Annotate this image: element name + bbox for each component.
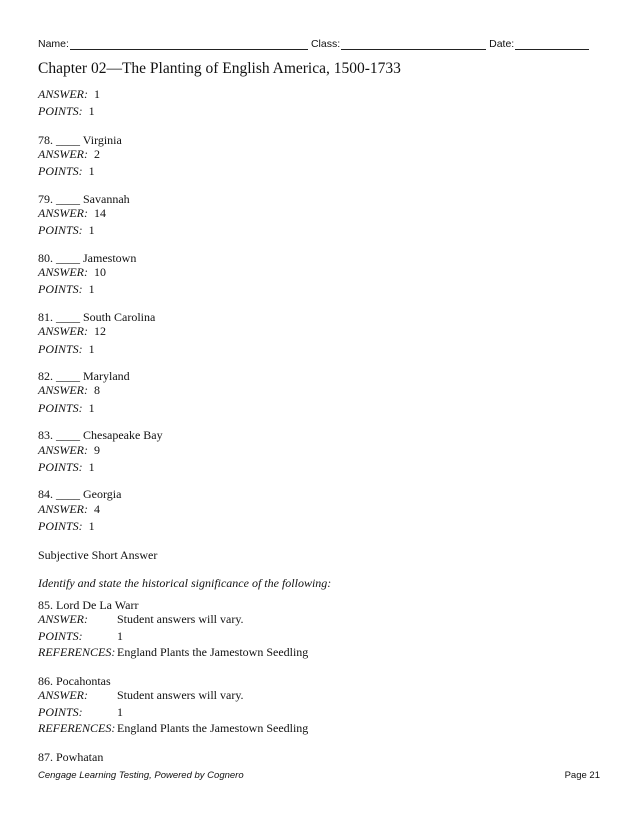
points-value: 1 (88, 401, 95, 415)
points-row (38, 460, 95, 475)
points-row (38, 401, 95, 416)
date-blank-line (515, 37, 589, 50)
points-label: POINTS: (38, 519, 83, 533)
points-value: 1 (88, 104, 95, 118)
points-value: 1 (88, 282, 95, 296)
answer-label: ANSWER: (38, 502, 88, 516)
points-label: POINTS: (38, 342, 83, 356)
chapter-title: Chapter 02—The Planting of English America, 1500-1733 (38, 60, 401, 77)
points-label: POINTS: (38, 282, 83, 296)
points-row (38, 223, 95, 238)
points-row (38, 629, 338, 644)
answer-value: 2 (94, 147, 100, 161)
answer-label: ANSWER: (38, 87, 88, 101)
answer-label: ANSWER: (38, 265, 88, 279)
answer-row (38, 612, 338, 627)
page-number: Page 21 (564, 770, 600, 781)
date-label: Date: (489, 38, 515, 50)
answer-row (38, 688, 338, 703)
points-row (38, 705, 338, 720)
footer-credit: Cengage Learning Testing, Powered by Cognero (38, 770, 244, 781)
points-label: POINTS: (38, 104, 83, 118)
references-value: England Plants the Jamestown Seedling (117, 645, 309, 659)
answer-value: 10 (94, 265, 106, 279)
answer-label: ANSWER: (38, 206, 88, 220)
answer-row (38, 502, 100, 517)
references-label: REFERENCES: (38, 645, 116, 659)
answer-row (38, 265, 106, 280)
answer-label: ANSWER: (38, 443, 88, 457)
instructions: Identify and state the historical significance of the following: (38, 576, 332, 590)
answer-row (38, 87, 100, 102)
answer-value: 1 (94, 87, 100, 101)
answer-value: 14 (94, 206, 106, 220)
points-value: 1 (117, 705, 123, 719)
question-78: 78. ____ Virginia (38, 133, 122, 147)
answer-label: ANSWER: (38, 612, 88, 626)
answer-value: 9 (94, 443, 100, 457)
answer-label: ANSWER: (38, 383, 88, 397)
answer-value: Student answers will vary. (117, 688, 244, 702)
points-label: POINTS: (38, 629, 83, 643)
points-row (38, 342, 95, 357)
points-label: POINTS: (38, 705, 83, 719)
answer-row (38, 443, 100, 458)
question-85: 85. Lord De La Warr (38, 598, 139, 612)
points-label: POINTS: (38, 223, 83, 237)
points-value: 1 (88, 460, 95, 474)
answer-row (38, 206, 106, 221)
question-84: 84. ____ Georgia (38, 487, 122, 501)
answer-value: 4 (94, 502, 100, 516)
question-79: 79. ____ Savannah (38, 192, 130, 206)
points-label: POINTS: (38, 460, 83, 474)
answer-value: 8 (94, 383, 100, 397)
references-row (38, 645, 358, 660)
points-label: POINTS: (38, 164, 83, 178)
answer-value: Student answers will vary. (117, 612, 244, 626)
points-row (38, 104, 95, 119)
question-81: 81. ____ South Carolina (38, 310, 156, 324)
points-value: 1 (88, 342, 95, 356)
points-row (38, 282, 95, 297)
points-row (38, 164, 95, 179)
references-label: REFERENCES: (38, 721, 116, 735)
question-86: 86. Pocahontas (38, 674, 111, 688)
question-83: 83. ____ Chesapeake Bay (38, 428, 163, 442)
answer-label: ANSWER: (38, 324, 88, 338)
points-label: POINTS: (38, 401, 83, 415)
answer-row (38, 383, 100, 398)
question-87: 87. Powhatan (38, 750, 104, 764)
question-82: 82. ____ Maryland (38, 369, 130, 383)
name-label: Name: (38, 38, 69, 50)
answer-row (38, 324, 106, 339)
section-title: Subjective Short Answer (38, 548, 158, 562)
worksheet-header (38, 34, 602, 50)
question-80: 80. ____ Jamestown (38, 251, 137, 265)
answer-label: ANSWER: (38, 688, 88, 702)
class-blank-line (341, 37, 486, 50)
answer-row (38, 147, 100, 162)
name-blank-line (70, 37, 308, 50)
references-row (38, 721, 358, 736)
points-row (38, 519, 95, 534)
answer-value: 12 (94, 324, 106, 338)
class-label: Class: (310, 38, 341, 50)
points-value: 1 (88, 519, 95, 533)
answer-label: ANSWER: (38, 147, 88, 161)
references-value: England Plants the Jamestown Seedling (117, 721, 309, 735)
points-value: 1 (88, 223, 95, 237)
points-value: 1 (88, 164, 95, 178)
points-value: 1 (117, 629, 123, 643)
